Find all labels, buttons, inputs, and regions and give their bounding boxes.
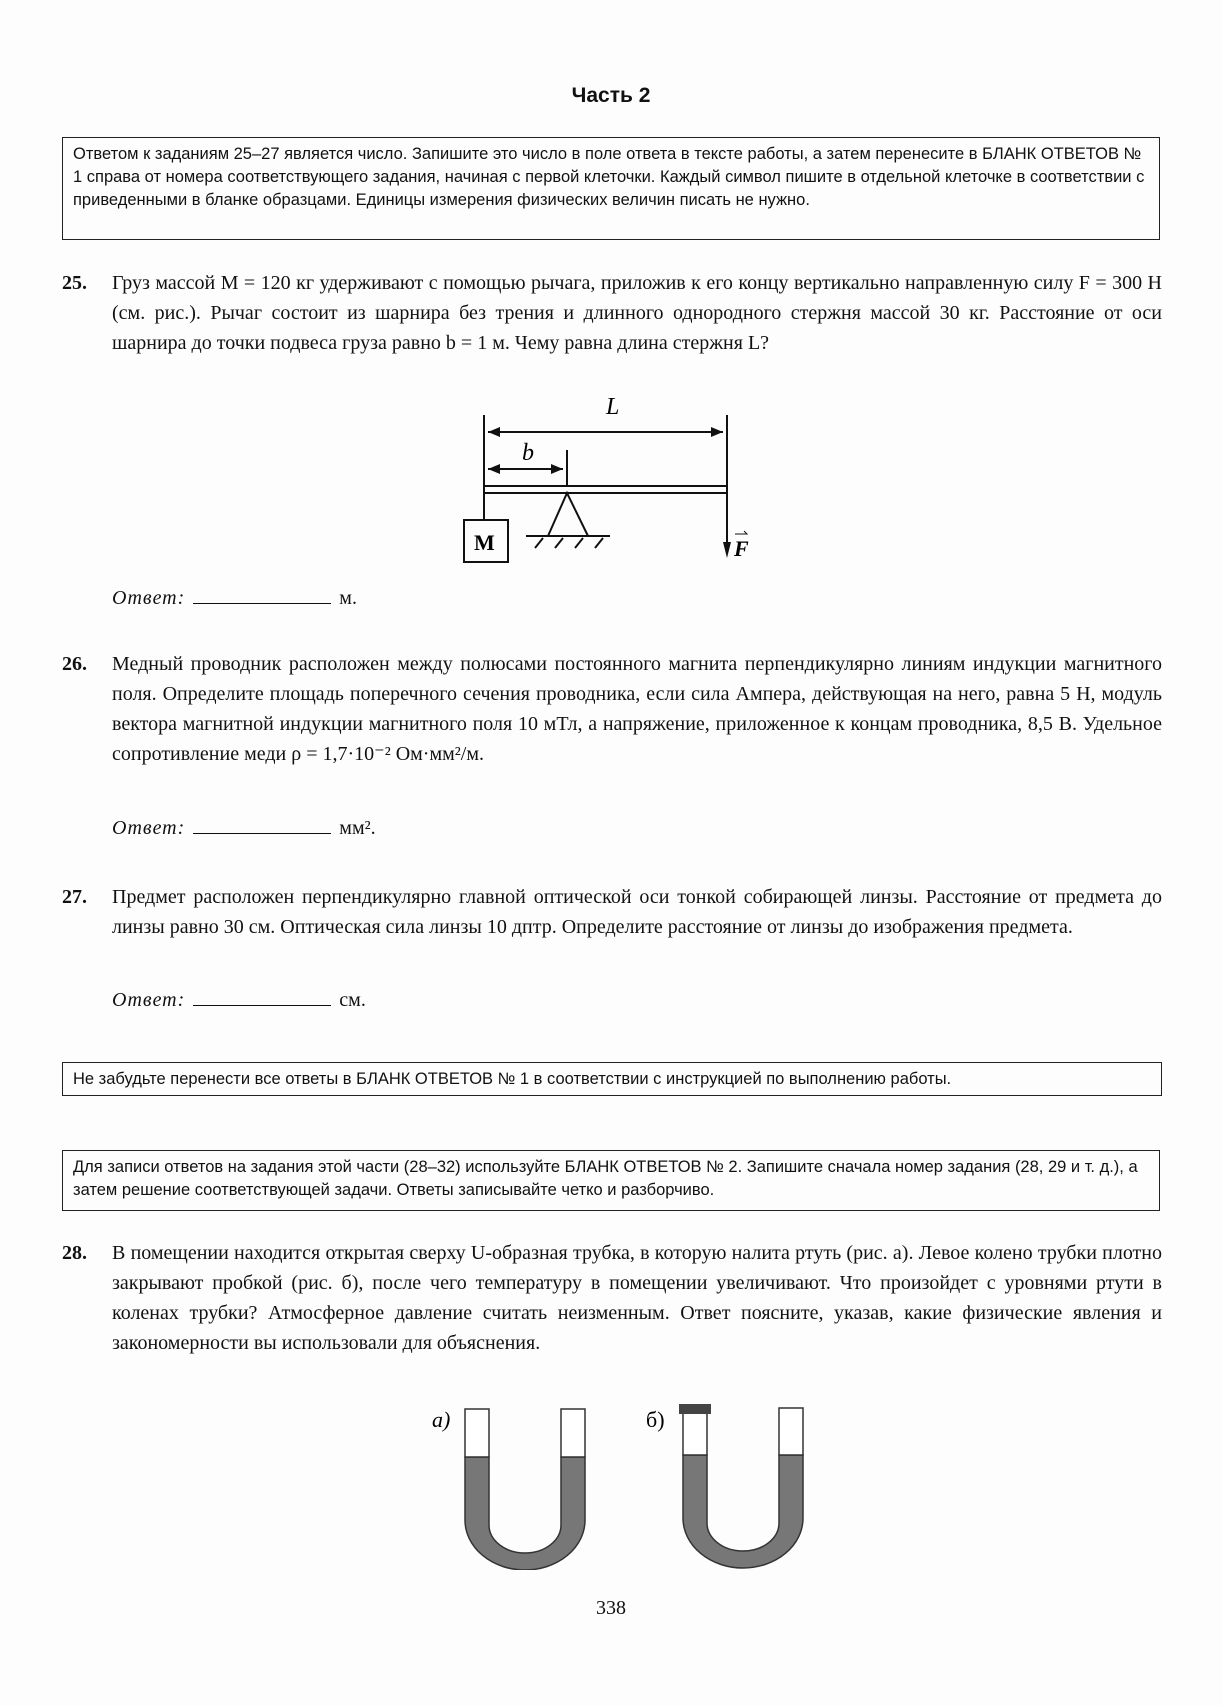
question-26 (62, 649, 1162, 769)
question-number: 28. (62, 1242, 87, 1264)
question-number: 27. (62, 886, 87, 908)
question-text: Груз массой M = 120 кг удерживают с помощью рычага, приложив к его концу вертикально направленную силу F = 300 Н (см. рис.). Рычаг состоит из шарнира без трения и длинного однородного стержня массой 30 кг. Расстояние от оси шарнира до точки подвеса груза равно b = 1 м. Чему равна длина стержня L? (112, 272, 1162, 354)
question-text: Предмет расположен перпендикулярно главной оптической оси тонкой собирающей линзы. Расстояние от предмета до линзы равно 30 см. Оптическая сила линзы 10 дптр. Определите расстояние от линзы до изображения предмета. (112, 886, 1162, 938)
stopper-icon (679, 1404, 711, 1414)
answer-label: Ответ: (112, 817, 186, 839)
answer-unit: см. (339, 989, 366, 1011)
label-a: а) (432, 1407, 451, 1432)
answer-unit: м. (339, 587, 357, 609)
question-number: 26. (62, 653, 87, 675)
question-27 (62, 882, 1162, 942)
u-tube-b (679, 1404, 803, 1568)
label-b: б) (646, 1407, 665, 1432)
answer-26 (112, 815, 376, 840)
answer-unit: мм². (339, 817, 376, 839)
question-number: 25. (62, 272, 87, 294)
question-text: Медный проводник расположен между полюсами постоянного магнита перпендикулярно линиям индукции магнитного поля. Определите площадь поперечного сечения проводника, если сила Ампера, действующая на него, равна 5 Н, модуль вектора магнитной индукции магнитного поля 10 мТл, а напряжение, приложенное к концам проводника, 8,5 В. Удельное сопротивление меди ρ = 1,7·10⁻² Ом·мм²/м. (112, 653, 1162, 765)
page-number: 338 (596, 1597, 626, 1619)
label-M: M (474, 530, 495, 555)
answer-label: Ответ: (112, 587, 186, 609)
part-title: Часть 2 (571, 84, 651, 107)
answer-field[interactable] (193, 987, 331, 1006)
lever-diagram (440, 390, 780, 570)
u-tube-a (465, 1409, 585, 1570)
reminder-box: Не забудьте перенести все ответы в БЛАНК ОТВЕТОВ № 1 в соответствии с инструкцией по выполнению работы. (62, 1062, 1162, 1096)
answer-25 (112, 585, 357, 610)
label-F: F (734, 536, 749, 561)
answer-27 (112, 987, 366, 1012)
u-tube-figures (420, 1390, 820, 1570)
question-text: В помещении находится открытая сверху U-образная трубка, в которую налита ртуть (рис. а). Левое колено трубки плотно закрывают пробкой (рис. б), после чего температуру в помещении увеличивают. Что произойдет с уровнями ртути в коленах трубки? Атмосферное давление считать неизменным. Ответ поясните, указав, какие физические явления и закономерности вы использовали для объяснения. (112, 1242, 1162, 1354)
answer-label: Ответ: (112, 989, 186, 1011)
label-L: L (606, 394, 620, 420)
label-b: b (522, 440, 534, 466)
question-28 (62, 1238, 1162, 1358)
instruction-box-28-32: Для записи ответов на задания этой части (28–32) используйте БЛАНК ОТВЕТОВ № 2. Запишите сначала номер задания (28, 29 и т. д.), а затем решение соответствующей задачи. Ответы записывайте четко и разборчиво. (62, 1150, 1160, 1211)
vector-arrow-icon (735, 531, 747, 534)
answer-field[interactable] (193, 585, 331, 604)
question-25 (62, 268, 1162, 358)
answer-field[interactable] (193, 815, 331, 834)
instruction-box-25-27: Ответом к заданиям 25–27 является число. Запишите это число в поле ответа в тексте работы, а затем перенесите в БЛАНК ОТВЕТОВ № 1 справа от номера соответствующего задания, начиная с первой клеточки. Каждый символ пишите в отдельной клеточке в соответствии с приведенными в бланке образцами. Единицы измерения физических величин писать не нужно. (62, 137, 1160, 240)
